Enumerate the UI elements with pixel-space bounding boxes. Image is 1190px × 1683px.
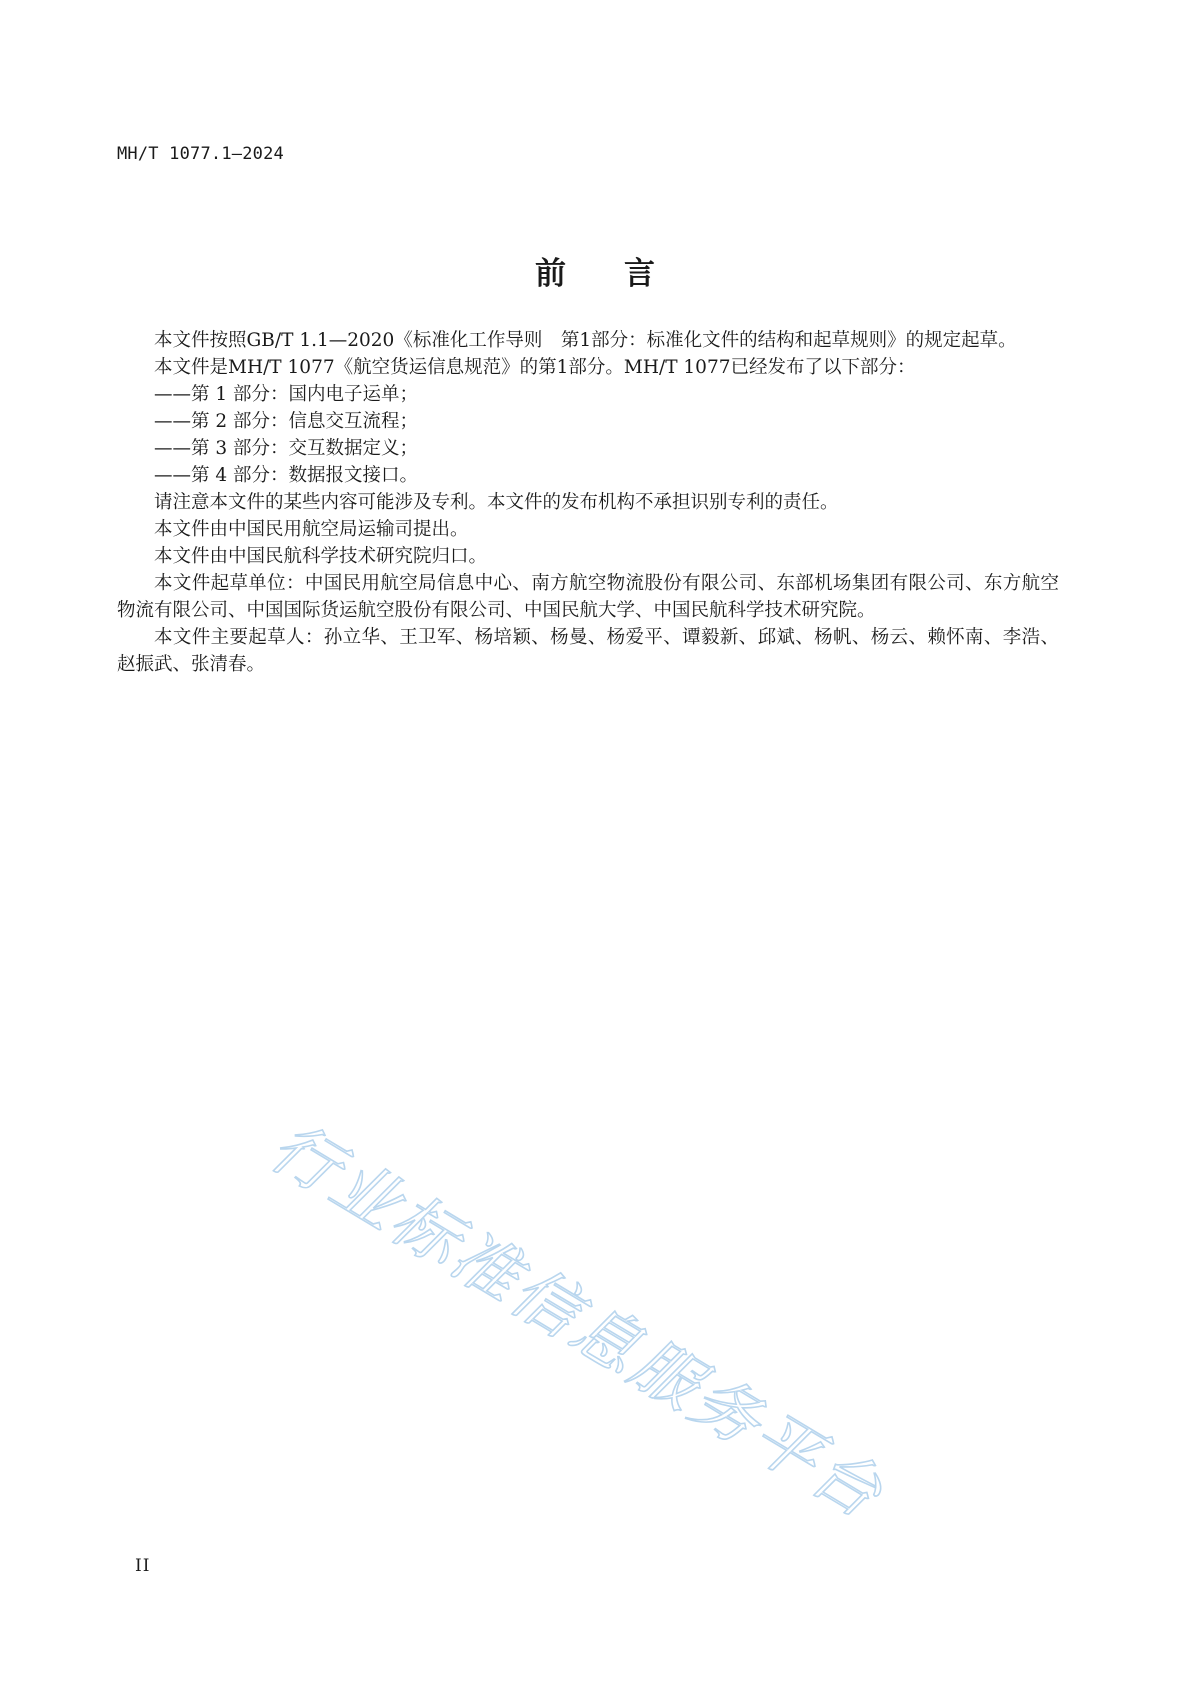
watermark: 行业标准信息服务平台 — [257, 1107, 898, 1535]
paragraph-patent-notice: 请注意本文件的某些内容可能涉及专利。本文件的发布机构不承担识别专利的责任。 — [154, 492, 839, 513]
document-code: MH/T 1077.1—2024 — [117, 144, 284, 164]
list-item-part-1: ——第 1 部分：国内电子运单； — [154, 384, 419, 405]
page-title: 前言 — [535, 256, 713, 292]
paragraph-administrator: 本文件由中国民航科学技术研究院归口。 — [154, 546, 488, 567]
foreword-body — [117, 327, 1059, 678]
paragraph-drafters: 本文件主要起草人：孙立华、王卫军、杨培颖、杨曼、杨爱平、谭毅新、邱斌、杨帆、杨云、赖怀南、李浩、赵振武、张清春。 — [117, 627, 1059, 675]
list-item-part-4: ——第 4 部分：数据报文接口。 — [154, 465, 419, 486]
paragraph-part-intro: 本文件是MH/T 1077《航空货运信息规范》的第1部分。MH/T 1077已经发布了以下部分： — [154, 357, 916, 378]
paragraph-drafting-units: 本文件起草单位：中国民用航空局信息中心、南方航空物流股份有限公司、东部机场集团有限公司、东方航空物流有限公司、中国国际货运航空股份有限公司、中国民航大学、中国民航科学技术研究院。 — [117, 573, 1059, 621]
page-number: II — [135, 1556, 151, 1576]
paragraph-proposer: 本文件由中国民用航空局运输司提出。 — [154, 519, 469, 540]
list-item-part-3: ——第 3 部分：交互数据定义； — [154, 438, 419, 459]
list-item-part-2: ——第 2 部分：信息交互流程； — [154, 411, 419, 432]
paragraph-drafting-basis: 本文件按照GB/T 1.1—2020《标准化工作导则 第1部分：标准化文件的结构和起草规则》的规定起草。 — [154, 330, 1017, 351]
